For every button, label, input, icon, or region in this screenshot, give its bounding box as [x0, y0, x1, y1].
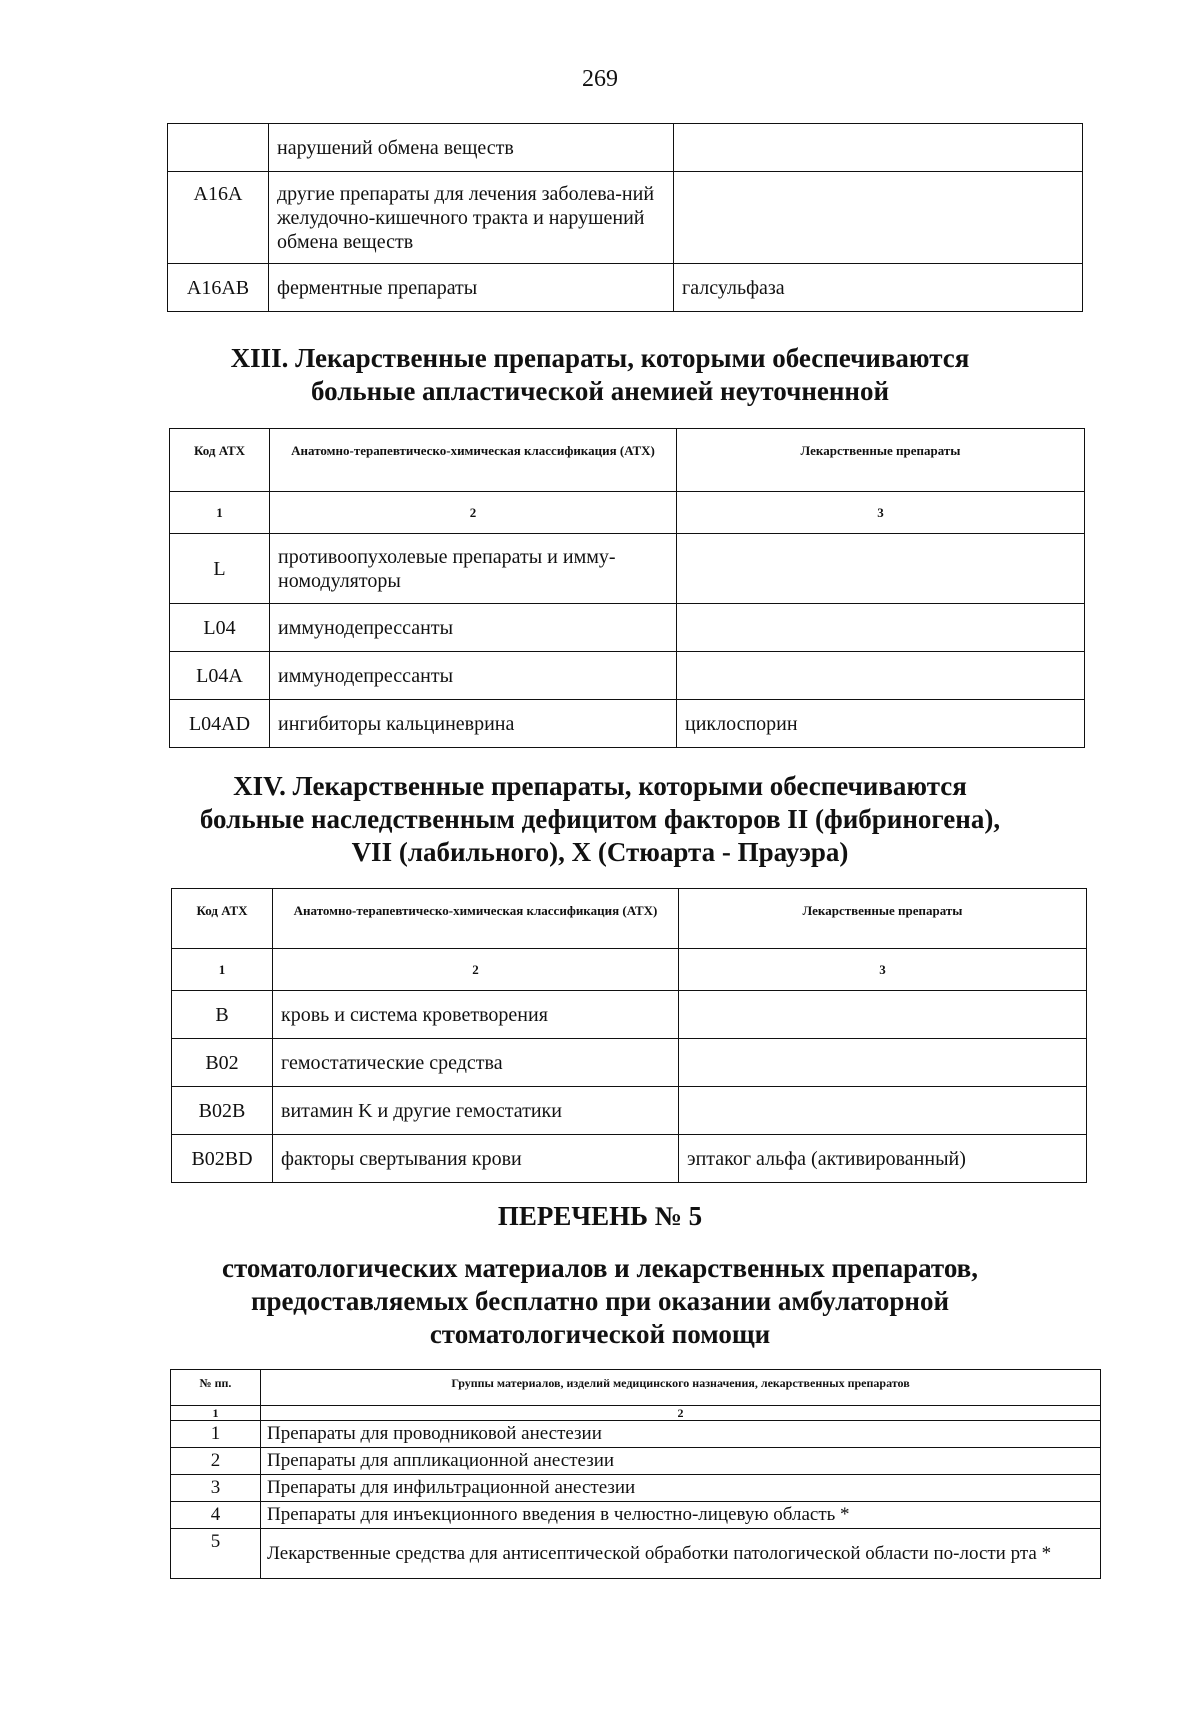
column-header-groups: Группы материалов, изделий медицинского назначения, лекарственных препаратов	[261, 1370, 1101, 1406]
table-row	[171, 1475, 1101, 1502]
atc-classification: другие препараты для лечения заболева-ний желудочно-кишечного тракта и нарушений обмена веществ	[269, 172, 674, 264]
column-number: 3	[677, 492, 1085, 534]
column-header-code: Код АТХ	[170, 429, 270, 492]
section13-table	[169, 428, 1085, 748]
column-number: 2	[261, 1406, 1101, 1421]
column-header-drugs: Лекарственные препараты	[677, 429, 1085, 492]
atc-classification: кровь и система кроветворения	[273, 991, 679, 1039]
column-number: 1	[172, 949, 273, 991]
drug-names	[677, 652, 1085, 700]
drug-names	[674, 124, 1083, 172]
item-number: 3	[171, 1475, 261, 1502]
table-row	[170, 652, 1085, 700]
atc-classification: нарушений обмена веществ	[269, 124, 674, 172]
table-row	[172, 1039, 1087, 1087]
item-text: Лекарственные средства для антисептической обработки патологической области по-лости рта *	[261, 1529, 1101, 1579]
item-text: Препараты для инфильтрационной анестезии	[261, 1475, 1101, 1502]
item-number: 5	[171, 1529, 261, 1579]
section14-title-line3: VII (лабильного), X (Стюарта - Прауэра)	[351, 837, 849, 867]
section14-table	[171, 888, 1087, 1183]
table-row	[171, 1448, 1101, 1475]
list5-subtitle-line3: стоматологической помощи	[429, 1319, 771, 1349]
table-row	[172, 1135, 1087, 1183]
item-text: Препараты для проводниковой анестезии	[261, 1421, 1101, 1448]
item-number: 4	[171, 1502, 261, 1529]
drug-names	[674, 172, 1083, 264]
item-text: Препараты для аппликационной анестезии	[261, 1448, 1101, 1475]
column-number-row	[170, 492, 1085, 534]
atc-code: B02	[172, 1039, 273, 1087]
drug-names: галсульфаза	[674, 264, 1083, 312]
atc-classification: иммунодепрессанты	[270, 604, 677, 652]
atc-code: L04A	[170, 652, 270, 700]
list5-title: ПЕРЕЧЕНЬ № 5	[497, 1201, 703, 1231]
list5-subtitle-line2: предоставляемых бесплатно при оказании амбулаторной	[250, 1286, 950, 1316]
atc-code: B02BD	[172, 1135, 273, 1183]
drug-names: циклоспорин	[677, 700, 1085, 748]
section13-heading	[0, 342, 1200, 408]
atc-code: L04AD	[170, 700, 270, 748]
table-row	[170, 700, 1085, 748]
item-number: 2	[171, 1448, 261, 1475]
section13-title-line2: больные апластической анемией неуточненной	[310, 376, 890, 406]
drug-names	[677, 604, 1085, 652]
table-row	[168, 172, 1083, 264]
column-header-classification: Анатомно-терапевтическо-химическая классификация (АТХ)	[273, 889, 679, 949]
column-number-row	[171, 1406, 1101, 1421]
table-row	[172, 1087, 1087, 1135]
table-header-row	[170, 429, 1085, 492]
table-row	[171, 1502, 1101, 1529]
drug-names	[679, 1087, 1087, 1135]
section14-title-line2: больные наследственным дефицитом факторов II (фибриногена),	[199, 804, 1001, 834]
section14-heading	[0, 770, 1200, 869]
column-header-classification: Анатомно-терапевтическо-химическая классификация (АТХ)	[270, 429, 677, 492]
table-row	[171, 1421, 1101, 1448]
list5-subtitle	[0, 1252, 1200, 1351]
continued-atc-table	[167, 123, 1083, 312]
drug-names	[679, 991, 1087, 1039]
table-row	[172, 991, 1087, 1039]
table-row	[171, 1529, 1101, 1579]
column-number-row	[172, 949, 1087, 991]
table-row	[168, 124, 1083, 172]
atc-code: B	[172, 991, 273, 1039]
column-number: 3	[679, 949, 1087, 991]
drug-names	[677, 534, 1085, 604]
section14-title-line1: XIV. Лекарственные препараты, которыми обеспечиваются	[233, 771, 967, 801]
section13-title-line1: XIII. Лекарственные препараты, которыми обеспечиваются	[230, 343, 970, 373]
table-row	[170, 534, 1085, 604]
column-header-code: Код АТХ	[172, 889, 273, 949]
atc-classification: противоопухолевые препараты и имму-номодуляторы	[270, 534, 677, 604]
column-number: 2	[273, 949, 679, 991]
atc-code: L	[170, 534, 270, 604]
atc-classification: факторы свертывания крови	[273, 1135, 679, 1183]
item-text: Препараты для инъекционного введения в челюстно-лицевую область *	[261, 1502, 1101, 1529]
atc-classification: ингибиторы кальциневрина	[270, 700, 677, 748]
table-row	[168, 264, 1083, 312]
atc-classification: ферментные препараты	[269, 264, 674, 312]
table-header-row	[171, 1370, 1101, 1406]
drug-names: эптаког альфа (активированный)	[679, 1135, 1087, 1183]
table-header-row	[172, 889, 1087, 949]
atc-code: A16AB	[168, 264, 269, 312]
atc-code: A16A	[168, 172, 269, 264]
atc-classification: витамин K и другие гемостатики	[273, 1087, 679, 1135]
table-row	[170, 604, 1085, 652]
atc-code: L04	[170, 604, 270, 652]
atc-classification: гемостатические средства	[273, 1039, 679, 1087]
column-number: 2	[270, 492, 677, 534]
list5-subtitle-line1: стоматологических материалов и лекарственных препаратов,	[221, 1253, 978, 1283]
column-number: 1	[170, 492, 270, 534]
column-header-num: № пп.	[171, 1370, 261, 1406]
atc-code	[168, 124, 269, 172]
column-header-drugs: Лекарственные препараты	[679, 889, 1087, 949]
drug-names	[679, 1039, 1087, 1087]
column-number: 1	[171, 1406, 261, 1421]
page-number: 269	[582, 66, 618, 92]
list5-table	[170, 1369, 1101, 1579]
item-number: 1	[171, 1421, 261, 1448]
atc-code: B02B	[172, 1087, 273, 1135]
atc-classification: иммунодепрессанты	[270, 652, 677, 700]
